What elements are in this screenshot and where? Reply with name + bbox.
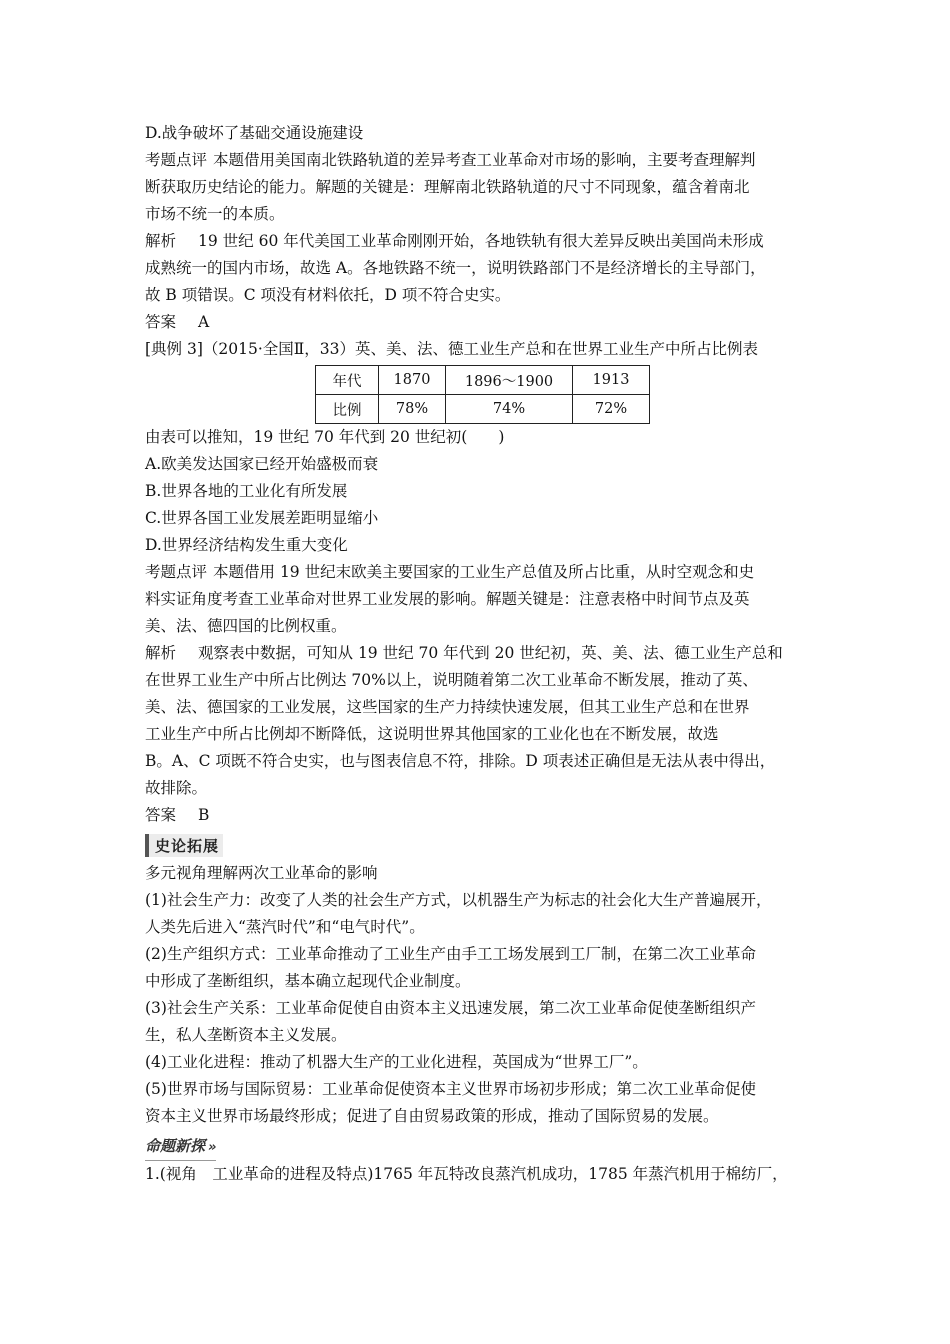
point-line: 中形成了垄断组织，基本确立起现代企业制度。 bbox=[145, 972, 471, 990]
table-cell: 72% bbox=[573, 395, 650, 424]
comment-line: 料实证角度考查工业革命对世界工业发展的影响。解题关键是：注意表格中时间节点及英 bbox=[145, 590, 750, 608]
question-1: 1.(视角 工业革命的进程及特点)1765 年瓦特改良蒸汽机成功，1785 年蒸汽机用于棉纺厂， bbox=[145, 1165, 788, 1183]
analysis-line: 故排除。 bbox=[145, 779, 208, 797]
comment-label: 考题点评 bbox=[145, 563, 208, 581]
answer-row bbox=[145, 309, 825, 336]
comment-block bbox=[145, 559, 825, 640]
analysis-line: 成熟统一的国内市场，故选 A。各地铁路不统一，说明铁路部门不是经济增长的主导部门， bbox=[145, 259, 766, 277]
analysis-line: 观察表中数据，可知从 19 世纪 70 年代到 20 世纪初，英、美、法、德工业生产总和 bbox=[198, 644, 783, 662]
point-line: (1)社会生产力：改变了人类的社会生产方式，以机器生产为标志的社会化大生产普遍展开， bbox=[145, 891, 772, 909]
comment-label: 考题点评 bbox=[145, 151, 208, 169]
point-line: 人类先后进入“蒸汽时代”和“电气时代”。 bbox=[145, 918, 425, 936]
point-line: 资本主义世界市场最终形成；促进了自由贸易政策的形成，推动了国际贸易的发展。 bbox=[145, 1107, 719, 1125]
option-d: D.世界经济结构发生重大变化 bbox=[145, 536, 348, 554]
answer-label: 答案 bbox=[145, 313, 177, 331]
new-probe-heading bbox=[145, 1133, 216, 1161]
comment-block bbox=[145, 147, 825, 228]
analysis-line: 美、法、德国家的工业发展，这些国家的生产力持续快速发展，但其工业生产总和在世界 bbox=[145, 698, 750, 716]
option-b: B.世界各地的工业化有所发展 bbox=[145, 482, 348, 500]
analysis-line: 故 B 项错误。C 项没有材料依托，D 项不符合史实。 bbox=[145, 286, 511, 304]
answer-value: A bbox=[198, 313, 210, 331]
analysis-line: B。A、C 项既不符合史实，也与图表信息不符，排除。D 项表述正确但是无法从表中得出， bbox=[145, 752, 776, 770]
answer-row bbox=[145, 802, 825, 829]
table-cell: 74% bbox=[446, 395, 573, 424]
answer-value: B bbox=[198, 806, 210, 824]
extension-intro: 多元视角理解两次工业革命的影响 bbox=[145, 864, 378, 882]
question-stem: 由表可以推知，19 世纪 70 年代到 20 世纪初( ) bbox=[145, 428, 505, 446]
extension-point bbox=[145, 941, 825, 995]
table-cell: 1896～1900 bbox=[446, 366, 573, 395]
table-cell: 1913 bbox=[573, 366, 650, 395]
new-probe-title: 命题新探 bbox=[145, 1137, 206, 1155]
table-row bbox=[316, 395, 650, 424]
option-a: A.欧美发达国家已经开始盛极而衰 bbox=[145, 455, 379, 473]
extension-point bbox=[145, 1049, 825, 1076]
comment-line: 本题借用美国南北铁路轨道的差异考查工业革命对市场的影响，主要考查理解判 bbox=[213, 151, 756, 169]
point-line: (2)生产组织方式：工业革命推动了工业生产由手工工场发展到工厂制，在第二次工业革命 bbox=[145, 945, 756, 963]
comment-line: 美、法、德四国的比例权重。 bbox=[145, 617, 347, 635]
comment-line: 市场不统一的本质。 bbox=[145, 205, 285, 223]
comment-line: 本题借用 19 世纪末欧美主要国家的工业生产总值及所占比重，从时空观念和史 bbox=[213, 563, 755, 581]
table-cell: 比例 bbox=[316, 395, 379, 424]
extension-point bbox=[145, 995, 825, 1049]
analysis-block bbox=[145, 228, 825, 309]
point-line: 生，私人垄断资本主义发展。 bbox=[145, 1026, 347, 1044]
example-title: [典例 3]（2015·全国Ⅱ，33）英、美、法、德工业生产总和在世界工业生产中所占比例表 bbox=[145, 340, 759, 358]
option-c: C.世界各国工业发展差距明显缩小 bbox=[145, 509, 379, 527]
extension-point bbox=[145, 1076, 825, 1130]
answer-label: 答案 bbox=[145, 806, 177, 824]
option-d: D.战争破坏了基础交通设施建设 bbox=[145, 124, 364, 142]
table-cell: 78% bbox=[379, 395, 446, 424]
document-body bbox=[145, 120, 825, 1188]
point-line: (5)世界市场与国际贸易：工业革命促使资本主义世界市场初步形成；第二次工业革命促使 bbox=[145, 1080, 756, 1098]
table-cell: 1870 bbox=[379, 366, 446, 395]
analysis-label: 解析 bbox=[145, 644, 177, 662]
table-row bbox=[316, 366, 650, 395]
analysis-line: 19 世纪 60 年代美国工业革命刚刚开始，各地铁轨有很大差异反映出美国尚未形成 bbox=[198, 232, 764, 250]
analysis-block bbox=[145, 640, 825, 802]
section-heading: 史论拓展 bbox=[145, 834, 223, 857]
point-line: (4)工业化进程：推动了机器大生产的工业化进程，英国成为“世界工厂”。 bbox=[145, 1053, 648, 1071]
point-line: (3)社会生产关系：工业革命促使自由资本主义迅速发展，第二次工业革命促使垄断组织产 bbox=[145, 999, 756, 1017]
comment-line: 断获取历史结论的能力。解题的关键是：理解南北铁路轨道的尺寸不同现象，蕴含着南北 bbox=[145, 178, 750, 196]
extension-point bbox=[145, 887, 825, 941]
analysis-label: 解析 bbox=[145, 232, 177, 250]
analysis-line: 工业生产中所占比例却不断降低，这说明世界其他国家的工业化也在不断发展，故选 bbox=[145, 725, 719, 743]
table-cell: 年代 bbox=[316, 366, 379, 395]
double-chevron-icon: » bbox=[208, 1140, 217, 1155]
ratio-table bbox=[315, 365, 650, 424]
analysis-line: 在世界工业生产中所占比例达 70%以上，说明随着第二次工业革命不断发展，推动了英、 bbox=[145, 671, 758, 689]
